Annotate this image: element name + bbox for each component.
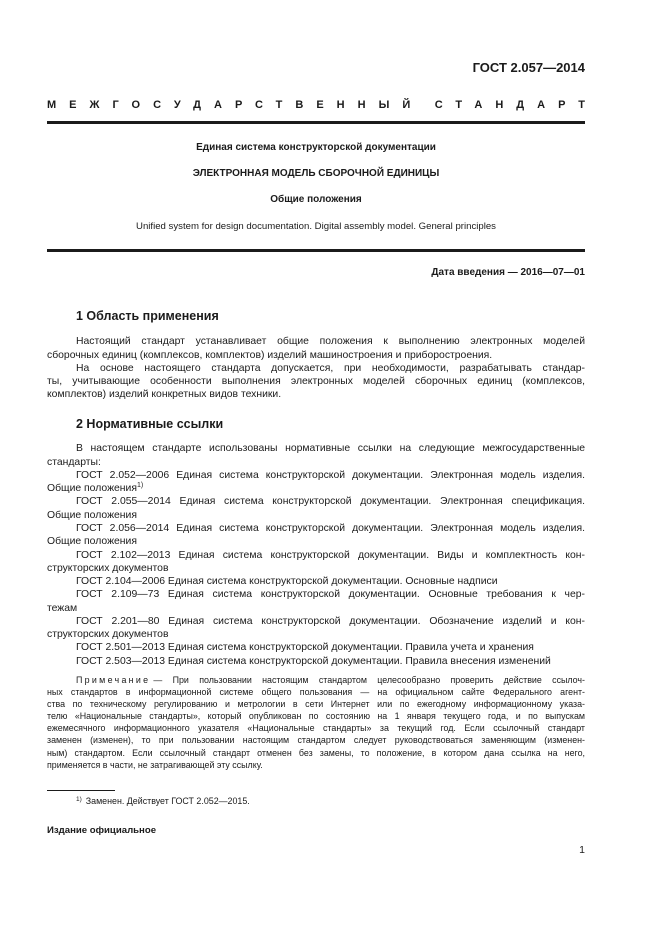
- title-divider: [47, 249, 585, 252]
- standard-type-word-standard: СТАНДАРТ: [434, 99, 598, 111]
- note-block: [47, 674, 585, 771]
- reference-line: ГОСТ 2.055—2014 Единая система конструкторской документации. Электронная спецификация.: [76, 496, 585, 508]
- note-line: [47, 674, 585, 686]
- document-subtitle: Общие положения: [270, 193, 362, 205]
- body-line: стандарты:: [47, 456, 101, 468]
- note-line: ных стандартов в информационной системе общего пользования — на официальном сайте Федерального агент-: [47, 687, 585, 698]
- note-line: ежемесячного информационного указателя «Национальные стандарты» за текущий год. Если ссылочный стандарт: [47, 723, 585, 734]
- reference-line: ГОСТ 2.503—2013 Единая система конструкторской документации. Правила внесения изменений: [76, 655, 551, 667]
- footnote-reference: 1): [136, 482, 144, 490]
- reference-line: ГОСТ 2.052—2006 Единая система конструкторской документации. Электронная модель изделия.: [76, 469, 585, 481]
- note-line: ным) стандартом. Если ссылочный стандарт отменен без замены, то положение, в котором дана ссылка на него,: [47, 747, 585, 758]
- footnote-divider: [47, 790, 115, 791]
- footnote-marker: 1): [76, 796, 82, 803]
- note-line-text: — При пользовании настоящим стандартом целесообразно проверить действие ссылоч-: [153, 675, 585, 685]
- intro-date: Дата введения — 2016—07—01: [431, 266, 585, 278]
- page-number: 1: [579, 844, 585, 856]
- standard-type-word-interstate: МЕЖГОСУДАРСТВЕННЫЙ: [47, 99, 424, 111]
- system-title: Единая система конструкторской документации: [196, 141, 436, 153]
- top-divider: [47, 121, 585, 124]
- body-line: Настоящий стандарт устанавливает общие положения к выполнению электронных моделей: [76, 336, 585, 348]
- reference-line: Общие положения: [47, 536, 137, 548]
- body-line: ты, учитывающие особенности выполнения электронных моделей сборочных единиц (комплексов,: [47, 376, 585, 388]
- body-line: В настоящем стандарте использованы нормативные ссылки на следующие межгосударственные: [76, 443, 585, 455]
- reference-line: ГОСТ 2.501—2013 Единая система конструкторской документации. Правила учета и хранения: [76, 642, 534, 654]
- note-line: ства по техническому регулированию и метрологии в сети Интернет или по ежегодному информационному указа-: [47, 699, 585, 710]
- footnote: [47, 794, 585, 807]
- body-line: На основе настоящего стандарта допускается, при необходимости, разрабатывать стандар-: [76, 362, 585, 374]
- section-1-body: [47, 335, 585, 401]
- reference-line: тежам: [47, 602, 78, 614]
- english-title: Unified system for design documentation. Digital assembly model. General principles: [136, 220, 496, 232]
- note-line: применяется в части, не затрагивающей эту ссылку.: [47, 759, 263, 770]
- body-line: комплектов) изделий конкретных видов техники.: [47, 389, 282, 401]
- reference-line: структорских документов: [47, 562, 169, 574]
- reference-line: ГОСТ 2.056—2014 Единая система конструкторской документации. Электронная модель изделия.: [76, 522, 585, 534]
- reference-line: ГОСТ 2.102—2013 Единая система конструкторской документации. Виды и комплектность кон-: [76, 549, 585, 561]
- reference-line-text: Общие положения: [47, 483, 137, 495]
- note-line: телю «Национальные стандарты», который опубликован по состоянию на 1 января текущего года, и по выпускам: [47, 711, 585, 722]
- section-2-body: [47, 442, 585, 668]
- reference-line: [47, 482, 585, 495]
- reference-line: ГОСТ 2.104—2006 Единая система конструкторской документации. Основные надписи: [76, 576, 498, 588]
- edition-label: Издание официальное: [47, 824, 157, 836]
- reference-line: ГОСТ 2.109—73 Единая система конструкторской документации. Основные требования к чер-: [76, 589, 585, 601]
- footnote-text: Заменен. Действует ГОСТ 2.052—2015.: [85, 796, 250, 806]
- body-line: сборочных единиц (комплексов, комплектов) изделий машиностроения и приборостроения.: [47, 349, 493, 361]
- document-code: ГОСТ 2.057—2014: [472, 60, 585, 75]
- note-line: заменен (изменен), то при пользовании настоящим стандартом следует руководствоваться заменяющим (изменен-: [47, 735, 585, 746]
- reference-line: Общие положения: [47, 509, 137, 521]
- section-1-heading: 1 Область применения: [76, 308, 219, 323]
- reference-line: ГОСТ 2.201—80 Единая система конструкторской документации. Обозначение изделий и кон-: [76, 615, 585, 627]
- standard-type-heading: [47, 98, 598, 112]
- document-title: ЭЛЕКТРОННАЯ МОДЕЛЬ СБОРОЧНОЙ ЕДИНИЦЫ: [192, 167, 440, 179]
- reference-line: структорских документов: [47, 629, 169, 641]
- note-label: Примечание: [76, 675, 151, 685]
- section-2-heading: 2 Нормативные ссылки: [76, 416, 224, 431]
